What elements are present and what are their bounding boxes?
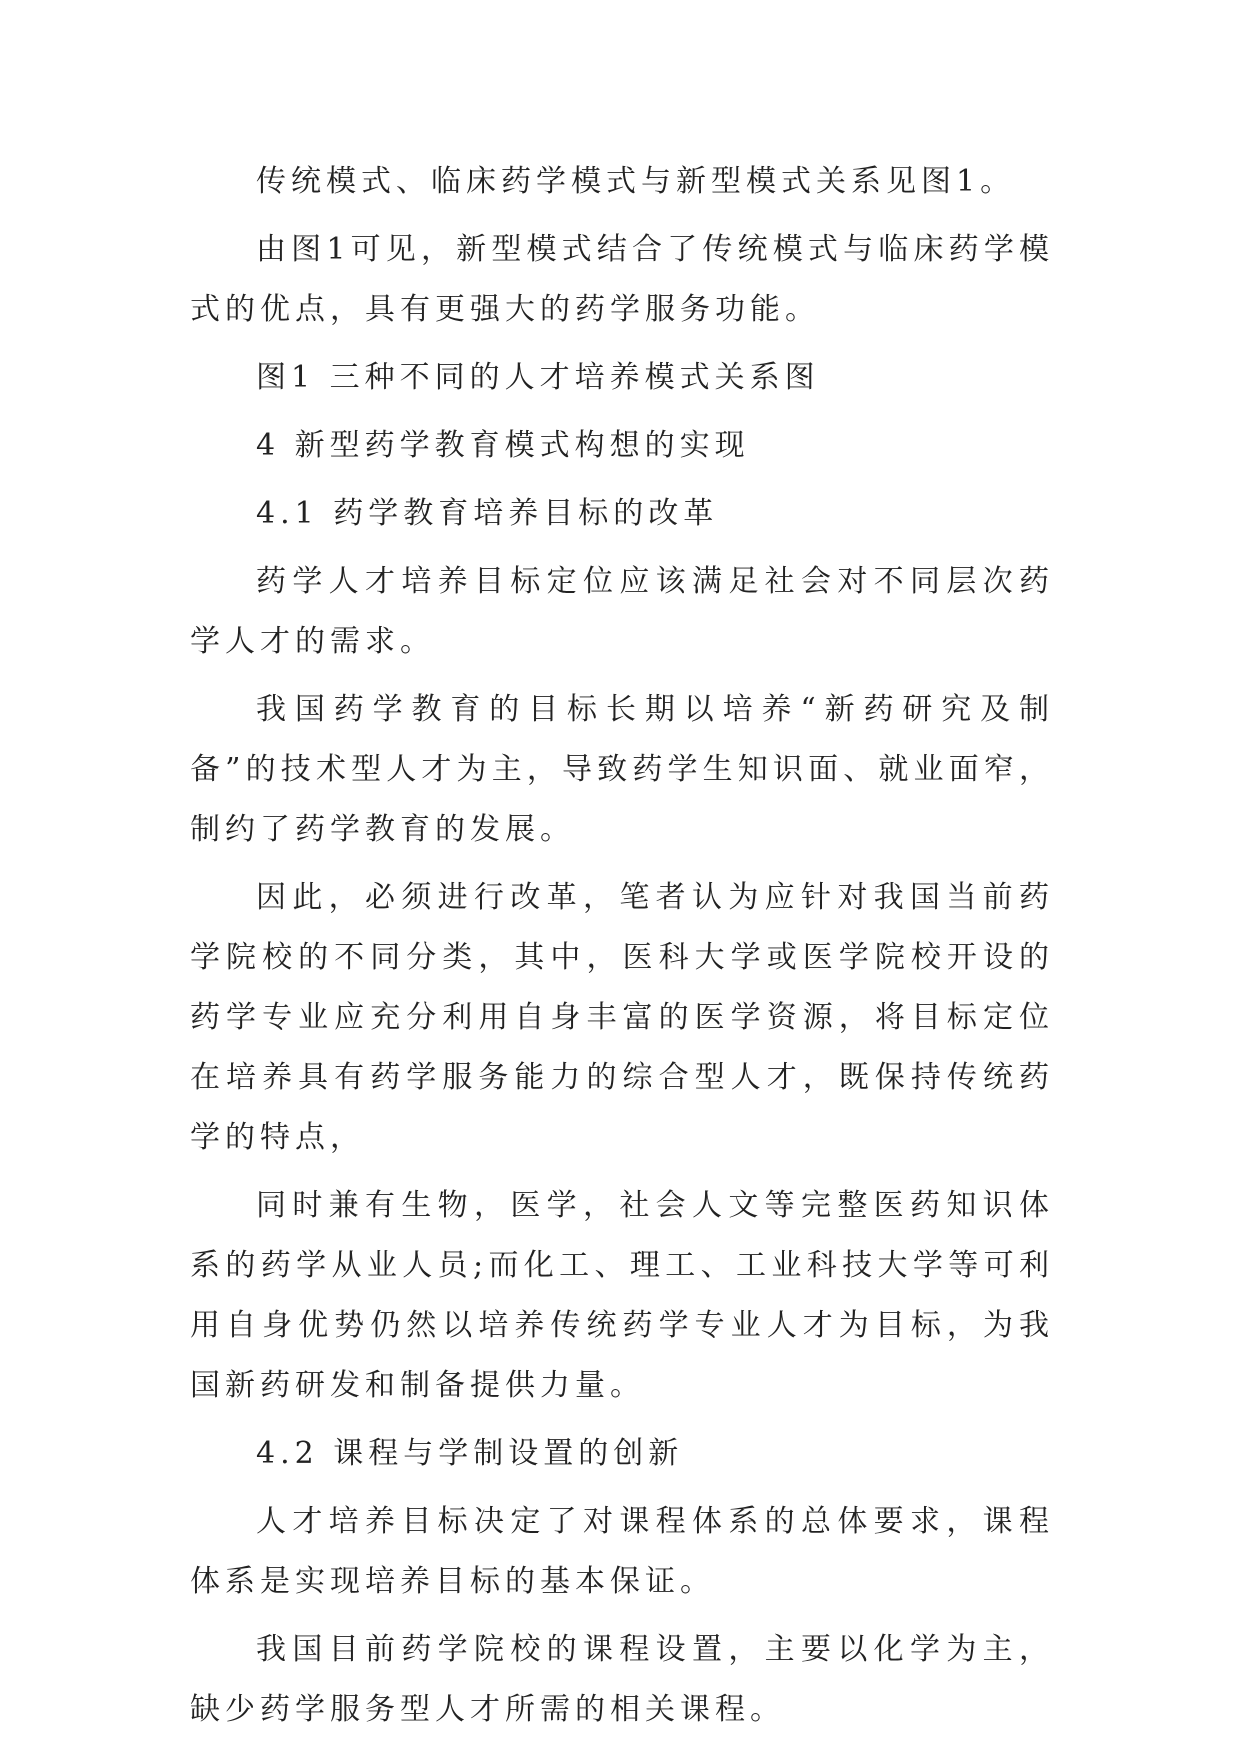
paragraph-reform: 因此，必须进行改革，笔者认为应针对我国当前药学院校的不同分类，其中，医科大学或医学院校开设的药学专业应充分利用自身丰富的医学资源，将目标定位在培养具有药学服务能力的综合型人才，既保持传统药学的特点，	[190, 880, 1054, 1155]
paragraph-training-goal: 药学人才培养目标定位应该满足社会对不同层次药学人才的需求。	[190, 564, 1054, 659]
paragraph-reform-continued: 同时兼有生物，医学，社会人文等完整医药知识体系的药学从业人员;而化工、理工、工业科技大学等可利用自身优势仍然以培养传统药学专业人才为目标，为我国新药研发和制备提供力量。	[190, 1188, 1054, 1403]
subsection-heading-4-1: 4.1 药学教育培养目标的改革	[256, 496, 719, 531]
section-heading-4: 4 新型药学教育模式构想的实现	[256, 428, 750, 463]
document-page	[190, 152, 1054, 1748]
paragraph-curriculum-status: 我国目前药学院校的课程设置，主要以化学为主，缺少药学服务型人才所需的相关课程。	[190, 1632, 1054, 1727]
paragraph-figure-conclusion: 由图1可见，新型模式结合了传统模式与临床药学模式的优点，具有更强大的药学服务功能。	[190, 232, 1054, 327]
figure-caption: 图1 三种不同的人才培养模式关系图	[256, 360, 820, 395]
paragraph-current-goal: 我国药学教育的目标长期以培养“新药研究及制备”的技术型人才为主，导致药学生知识面、就业面窄，制约了药学教育的发展。	[190, 692, 1054, 847]
paragraph-figure-reference: 传统模式、临床药学模式与新型模式关系见图1。	[256, 164, 1016, 199]
subsection-heading-4-2: 4.2 课程与学制设置的创新	[256, 1436, 684, 1471]
paragraph-curriculum-requirement: 人才培养目标决定了对课程体系的总体要求，课程体系是实现培养目标的基本保证。	[190, 1504, 1054, 1599]
